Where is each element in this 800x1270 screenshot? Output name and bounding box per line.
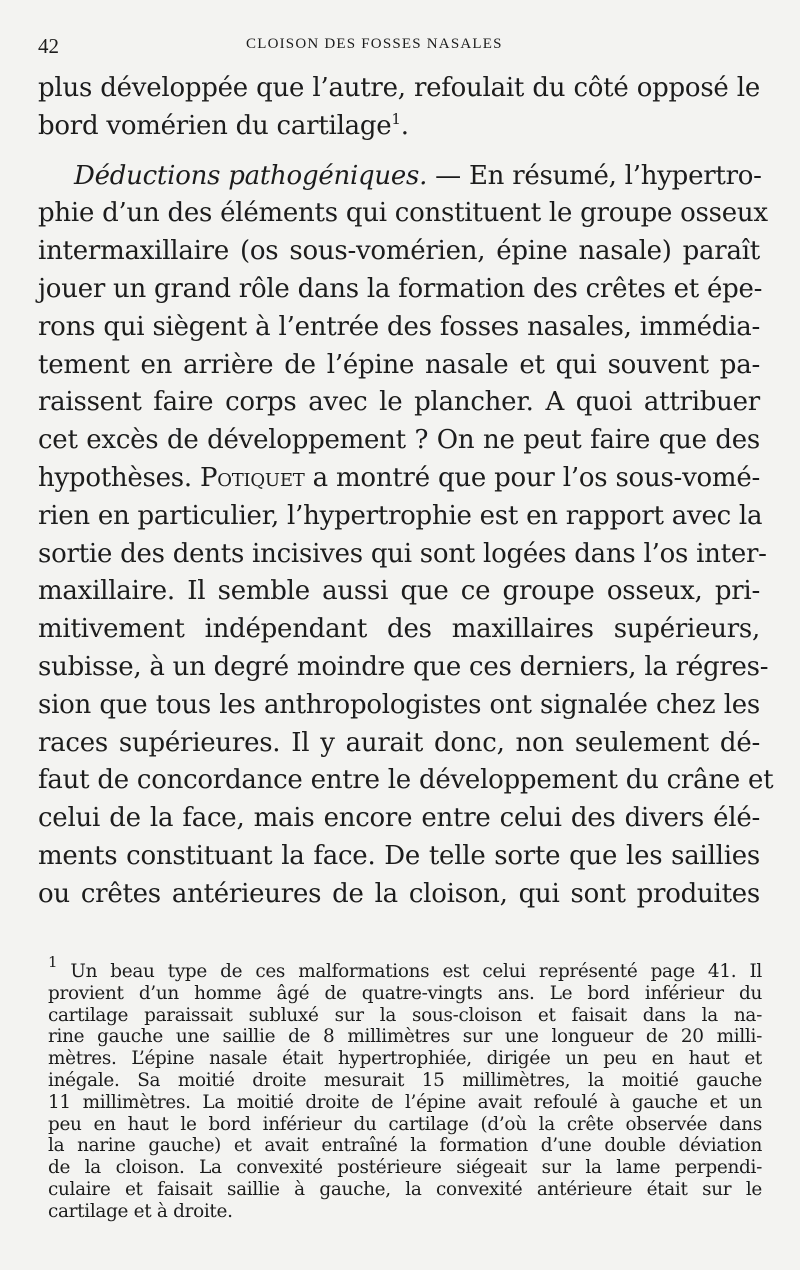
text-fragment: — En résumé, l’hypertro- xyxy=(427,160,762,191)
author-name: Potiquet xyxy=(200,462,305,493)
text-line: subisse, à un degré moindre que ces derniers, la régres- xyxy=(38,651,769,682)
section-lead-line xyxy=(38,158,760,196)
text-line: jouer un grand rôle dans la formation des crêtes et épe- xyxy=(38,273,763,304)
running-title: CLOISON DES FOSSES NASALES xyxy=(246,36,503,52)
text-line: plus développée que l’autre, refoulait du côté opposé le xyxy=(38,73,760,103)
text-line: races supérieures. Il y aurait donc, non seulement dé- xyxy=(38,727,760,758)
text-line: cet excès de développement ? On ne peut faire que des xyxy=(38,425,760,456)
page-number: 42 xyxy=(38,34,59,58)
body-text xyxy=(38,70,774,914)
text-line: ments constituant la face. De telle sorte que les saillies xyxy=(38,840,760,871)
text-line: tement en arrière de l’épine nasale et qui souvent pa- xyxy=(38,349,760,380)
text-fragment: Un beau type de ces malformations est celui représenté page 41. Il xyxy=(57,961,762,982)
text-line: rons qui siègent à l’entrée des fosses nasales, immédia- xyxy=(38,311,760,342)
text-line: phie d’un des éléments qui constituent le groupe osseux xyxy=(38,198,768,229)
footnote-line: cartilage et à droite. xyxy=(48,1200,233,1222)
text-fragment: a montré que pour l’os sous-vomé- xyxy=(304,462,761,493)
footnote-line: inégale. Sa moitié droite mesurait 15 millimètres, la moitié gauche xyxy=(48,1069,762,1091)
text-line: sortie des dents incisives qui sont logées dans l’os inter- xyxy=(38,538,767,569)
footnote-line: culaire et faisait saillie à gauche, la convexité antérieure était sur le xyxy=(48,1178,762,1200)
text-line: sion que tous les anthropologistes ont signalée chez les xyxy=(38,689,760,720)
footnote-reference: 1 xyxy=(391,109,401,128)
footnote-line: la narine gauche) et avait entraîné la formation d’une double déviation xyxy=(48,1135,762,1157)
footnote-line: mètres. L’épine nasale était hypertrophiée, dirigée un peu en haut et xyxy=(48,1048,762,1070)
section-heading-italic: Déductions pathogéniques. xyxy=(74,160,428,191)
footnote-marker: 1 xyxy=(48,953,58,971)
text-line: celui de la face, mais encore entre celui des divers élé- xyxy=(38,803,760,834)
footnote-line: 11 millimètres. La moitié droite de l’épine avait refoulé à gauche et un xyxy=(48,1091,762,1113)
footnote-line: de la cloison. La convexité postérieure siégeait sur la lame perpendi- xyxy=(48,1157,762,1179)
text-line: raissent faire corps avec le plancher. A quoi attribuer xyxy=(38,387,760,418)
text-line: mitivement indépendant des maxillaires supérieurs, xyxy=(38,614,760,645)
footnote-line xyxy=(48,953,762,983)
text-line xyxy=(38,460,760,498)
footnote-line: rine gauche une saillie de 8 millimètres sur une longueur de 20 milli- xyxy=(48,1026,762,1048)
footnote-line: peu en haut le bord inférieur du cartilage (d’où la crête observée dans xyxy=(48,1113,762,1135)
text-line: faut de concordance entre le développement du crâne et xyxy=(38,765,774,796)
running-header xyxy=(38,34,758,58)
text-line: ou crêtes antérieures de la cloison, qui sont produites xyxy=(38,878,760,909)
footnote-line: cartilage paraissait subluxé sur la sous-cloison et faisait dans la na- xyxy=(48,1004,762,1026)
footnote-line: provient d’un homme âgé de quatre-vingts ans. Le bord inférieur du xyxy=(48,982,762,1004)
text-line: rien en particulier, l’hypertrophie est en rapport avec la xyxy=(38,500,763,531)
footnote-block xyxy=(48,953,762,1223)
text-fragment: . xyxy=(400,110,409,141)
text-line xyxy=(38,108,760,146)
text-line: maxillaire. Il semble aussi que ce groupe osseux, pri- xyxy=(38,576,760,607)
text-line: intermaxillaire (os sous-vomérien, épine nasale) paraît xyxy=(38,236,760,267)
text-fragment: bord vomérien du cartilage xyxy=(38,110,392,141)
text-fragment: hypothèses. xyxy=(38,462,201,493)
